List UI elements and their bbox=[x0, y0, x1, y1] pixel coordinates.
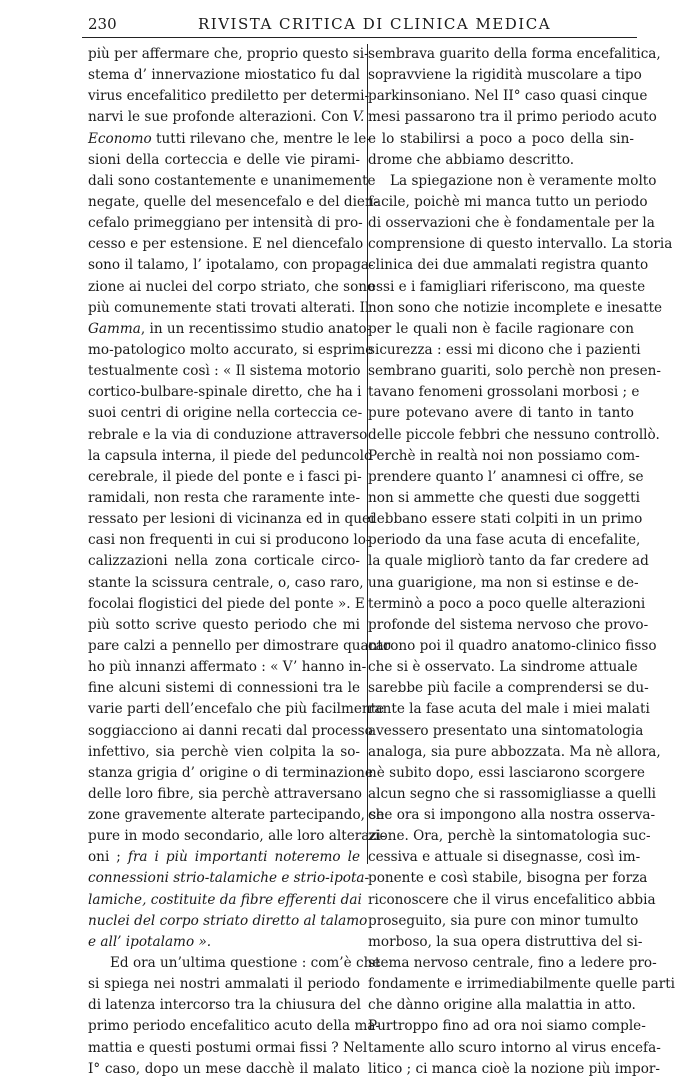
text-line: casi non frequenti in cui si producono lo- bbox=[88, 532, 371, 549]
text-line: delle piccole febbri che nessuno controllò. bbox=[368, 426, 660, 443]
text-line: connessioni strio-talamiche e strio-ipota- bbox=[88, 870, 370, 887]
text-line: di osservazioni che è fondamentale per la bbox=[368, 215, 655, 232]
text-line: mattia e questi postumi ormai fissi ? Nel bbox=[88, 1039, 368, 1056]
text-line: di latenza intercorso tra la chiusura del bbox=[88, 997, 361, 1014]
text-line: che ora si impongono alla nostra osserva- bbox=[368, 807, 656, 824]
text-line: non sono che notizie incomplete e inesatte bbox=[368, 299, 663, 316]
text-line: analoga, sia pure abbozzata. Ma nè allora, bbox=[368, 743, 661, 760]
text-line: Gamma, in un recentissimo studio anato- bbox=[88, 320, 372, 337]
text-line: alcun segno che si rassomigliasse a quelli bbox=[368, 785, 657, 802]
text-line: infettivo, sia perchè vien colpita la so- bbox=[88, 743, 360, 760]
text-line: sono il talamo, l’ ipotalamo, con propaga- bbox=[88, 257, 374, 274]
text-line: e all’ ipotalamo ». bbox=[88, 933, 212, 950]
text-line: pure potevano avere di tanto in tanto bbox=[368, 405, 634, 422]
text-line: stante la scissura centrale, o, caso raro, bbox=[88, 574, 364, 591]
text-line: la quale migliorò tanto da far credere ad bbox=[368, 553, 649, 570]
text-line: terminò a poco a poco quelle alterazioni bbox=[368, 595, 646, 612]
text-line: testualmente così : « Il sistema motorio bbox=[88, 363, 361, 380]
left-column bbox=[88, 44, 392, 1080]
text-line: fondamente e irrimediabilmente quelle parti bbox=[368, 976, 676, 993]
page-header bbox=[78, 6, 638, 36]
text-line: morboso, la sua opera distruttiva del si- bbox=[368, 933, 643, 950]
text-line: tavano fenomeni grossolani morbosi ; e bbox=[368, 384, 640, 401]
text-line: che si è osservato. La sindrome attuale bbox=[368, 659, 638, 676]
text-line: tamente allo scuro intorno al virus encefa- bbox=[368, 1039, 661, 1056]
text-line: ho più innanzi affermato : « V’ hanno in- bbox=[88, 659, 367, 676]
text-line: La spiegazione non è veramente molto bbox=[390, 172, 657, 189]
text-line: ponente e così stabile, bisogna per forza bbox=[368, 870, 648, 887]
text-line: sembrano guariti, solo perchè non presen- bbox=[368, 363, 661, 380]
text-line: nè subito dopo, essi lasciarono scorgere bbox=[368, 764, 645, 781]
text-line: Perchè in realtà noi non possiamo com- bbox=[368, 447, 640, 464]
text-line: suoi centri di origine nella corteccia ce- bbox=[88, 405, 363, 422]
text-line: Purtroppo fino ad ora noi siamo comple- bbox=[368, 1018, 646, 1035]
header-rule bbox=[82, 37, 637, 38]
text-line: zone gravemente alterate partecipando, se bbox=[88, 807, 385, 824]
text-line: più comunemente stati trovati alterati. Il bbox=[88, 299, 370, 316]
text-line: riconoscere che il virus encefalitico abbia bbox=[368, 891, 656, 908]
text-line: focolai flogistici del piede del ponte ». E bbox=[88, 595, 365, 612]
text-line: e lo stabilirsi a poco a poco della sin- bbox=[368, 130, 634, 147]
running-title: RIVISTA CRITICA DI CLINICA MEDICA bbox=[198, 15, 552, 33]
text-line: nuclei del corpo striato diretto al talamo bbox=[88, 912, 368, 929]
text-line: essi e i famigliari riferiscono, ma queste bbox=[368, 278, 646, 295]
text-line: clinica dei due ammalati registra quanto bbox=[368, 257, 649, 274]
text-line: litico ; ci manca cioè la nozione più impor- bbox=[368, 1060, 660, 1077]
text-line: stanza grigia d’ origine o di terminazione bbox=[88, 764, 373, 781]
text-line: soggiacciono ai danni recati dal processo bbox=[88, 722, 373, 739]
text-line: Ed ora un’ultima questione : com’è che bbox=[110, 955, 381, 972]
text-line: ramidali, non resta che raramente inte- bbox=[88, 489, 361, 506]
text-line: che dànno origine alla malattia in atto. bbox=[368, 997, 636, 1014]
text-line: virus encefalitico prediletto per determi- bbox=[88, 88, 370, 105]
text-line: periodo da una fase acuta di encefalite, bbox=[368, 532, 641, 549]
text-line: primo periodo encefalitico acuto della ma- bbox=[88, 1018, 381, 1035]
text-line: carono poi il quadro anatomo-clinico fisso bbox=[368, 637, 657, 654]
text-line: profonde del sistema nervoso che provo- bbox=[368, 616, 649, 633]
text-line: pure in modo secondario, alle loro alterazi- bbox=[88, 828, 386, 845]
text-line: rante la fase acuta del male i miei malati bbox=[368, 701, 650, 718]
text-line: cesso e per estensione. E nel diencefalo bbox=[88, 236, 364, 253]
text-line: narvi le sue profonde alterazioni. Con V. bbox=[88, 109, 365, 126]
text-line: lamiche, costituite da fibre efferenti dai bbox=[88, 891, 362, 908]
text-line: sarebbe più facile a comprendersi se du- bbox=[368, 680, 649, 697]
text-line: stema nervoso centrale, fino a ledere pro- bbox=[368, 955, 657, 972]
right-column bbox=[368, 44, 676, 1080]
text-line: drome che abbiamo descritto. bbox=[368, 151, 575, 168]
text-line: delle loro fibre, sia perchè attraversano bbox=[88, 785, 362, 802]
text-line: I° caso, dopo un mese dacchè il malato bbox=[88, 1060, 360, 1077]
text-line: dali sono costantemente e unanimemente bbox=[88, 172, 376, 189]
text-line: sioni della corteccia e delle vie pirami- bbox=[88, 151, 360, 168]
text-line: una guarigione, ma non si estinse e de- bbox=[368, 574, 639, 591]
text-line: comprensione di questo intervallo. La storia bbox=[368, 236, 673, 253]
text-line: zione. Ora, perchè la sintomatologia suc- bbox=[368, 828, 651, 845]
text-line: fine alcuni sistemi di connessioni tra le bbox=[88, 680, 360, 697]
text-line: mesi passarono tra il primo periodo acuto bbox=[368, 109, 657, 126]
text-line: stema d’ innervazione miostatico fu dal bbox=[88, 67, 360, 84]
text-line: pare calzi a pennello per dimostrare quanto bbox=[88, 637, 392, 654]
text-line: si spiega nei nostri ammalati il periodo bbox=[88, 976, 360, 993]
text-line: facile, poichè mi manca tutto un periodo bbox=[368, 193, 648, 210]
text-line: sembrava guarito della forma encefalitica, bbox=[368, 46, 661, 62]
text-line: cortico-bulbare-spinale diretto, che ha i bbox=[88, 384, 362, 401]
text-line: zione ai nuclei del corpo striato, che sono bbox=[88, 278, 376, 295]
text-line: cessiva e attuale si disegnasse, così im- bbox=[368, 849, 641, 866]
text-line: avessero presentato una sintomatologia bbox=[368, 722, 644, 739]
text-line: non si ammette che questi due soggetti bbox=[368, 489, 640, 506]
page-number: 230 bbox=[88, 15, 117, 33]
text-line: ressato per lesioni di vicinanza ed in quei bbox=[88, 511, 375, 528]
text-line: sopravviene la rigidità muscolare a tipo bbox=[368, 67, 642, 84]
text-line: rebrale e la via di conduzione attraverso bbox=[88, 426, 368, 443]
text-line: varie parti dell’encefalo che più facilmente bbox=[88, 701, 385, 718]
text-line: proseguito, sia pure con minor tumulto bbox=[368, 912, 639, 929]
text-line: Economo tutti rilevano che, mentre le le- bbox=[88, 130, 371, 147]
text-line: prendere quanto l’ anamnesi ci offre, se bbox=[368, 468, 644, 485]
text-line: più per affermare che, proprio questo si- bbox=[88, 46, 369, 62]
text-line: debbano essere stati colpiti in un primo bbox=[368, 511, 643, 528]
text-line: oni ; fra i più importanti noteremo le bbox=[88, 849, 360, 866]
text-line: sicurezza : essi mi dicono che i pazienti bbox=[368, 341, 641, 358]
text-line: cefalo primeggiano per intensità di pro- bbox=[88, 215, 363, 232]
text-line: più sotto scrive questo periodo che mi bbox=[88, 616, 360, 633]
text-line: parkinsoniano. Nel II° caso quasi cinque bbox=[368, 88, 648, 105]
text-line: la capsula interna, il piede del peduncolo bbox=[88, 447, 373, 464]
text-line: mo-patologico molto accurato, si esprime bbox=[88, 341, 374, 358]
text-line: cerebrale, il piede del ponte e i fasci pi- bbox=[88, 468, 362, 485]
text-line: per le quali non è facile ragionare con bbox=[368, 320, 634, 337]
text-line: negate, quelle del mesencefalo e del dien- bbox=[88, 193, 379, 210]
text-line: calizzazioni nella zona corticale circo- bbox=[88, 553, 360, 570]
